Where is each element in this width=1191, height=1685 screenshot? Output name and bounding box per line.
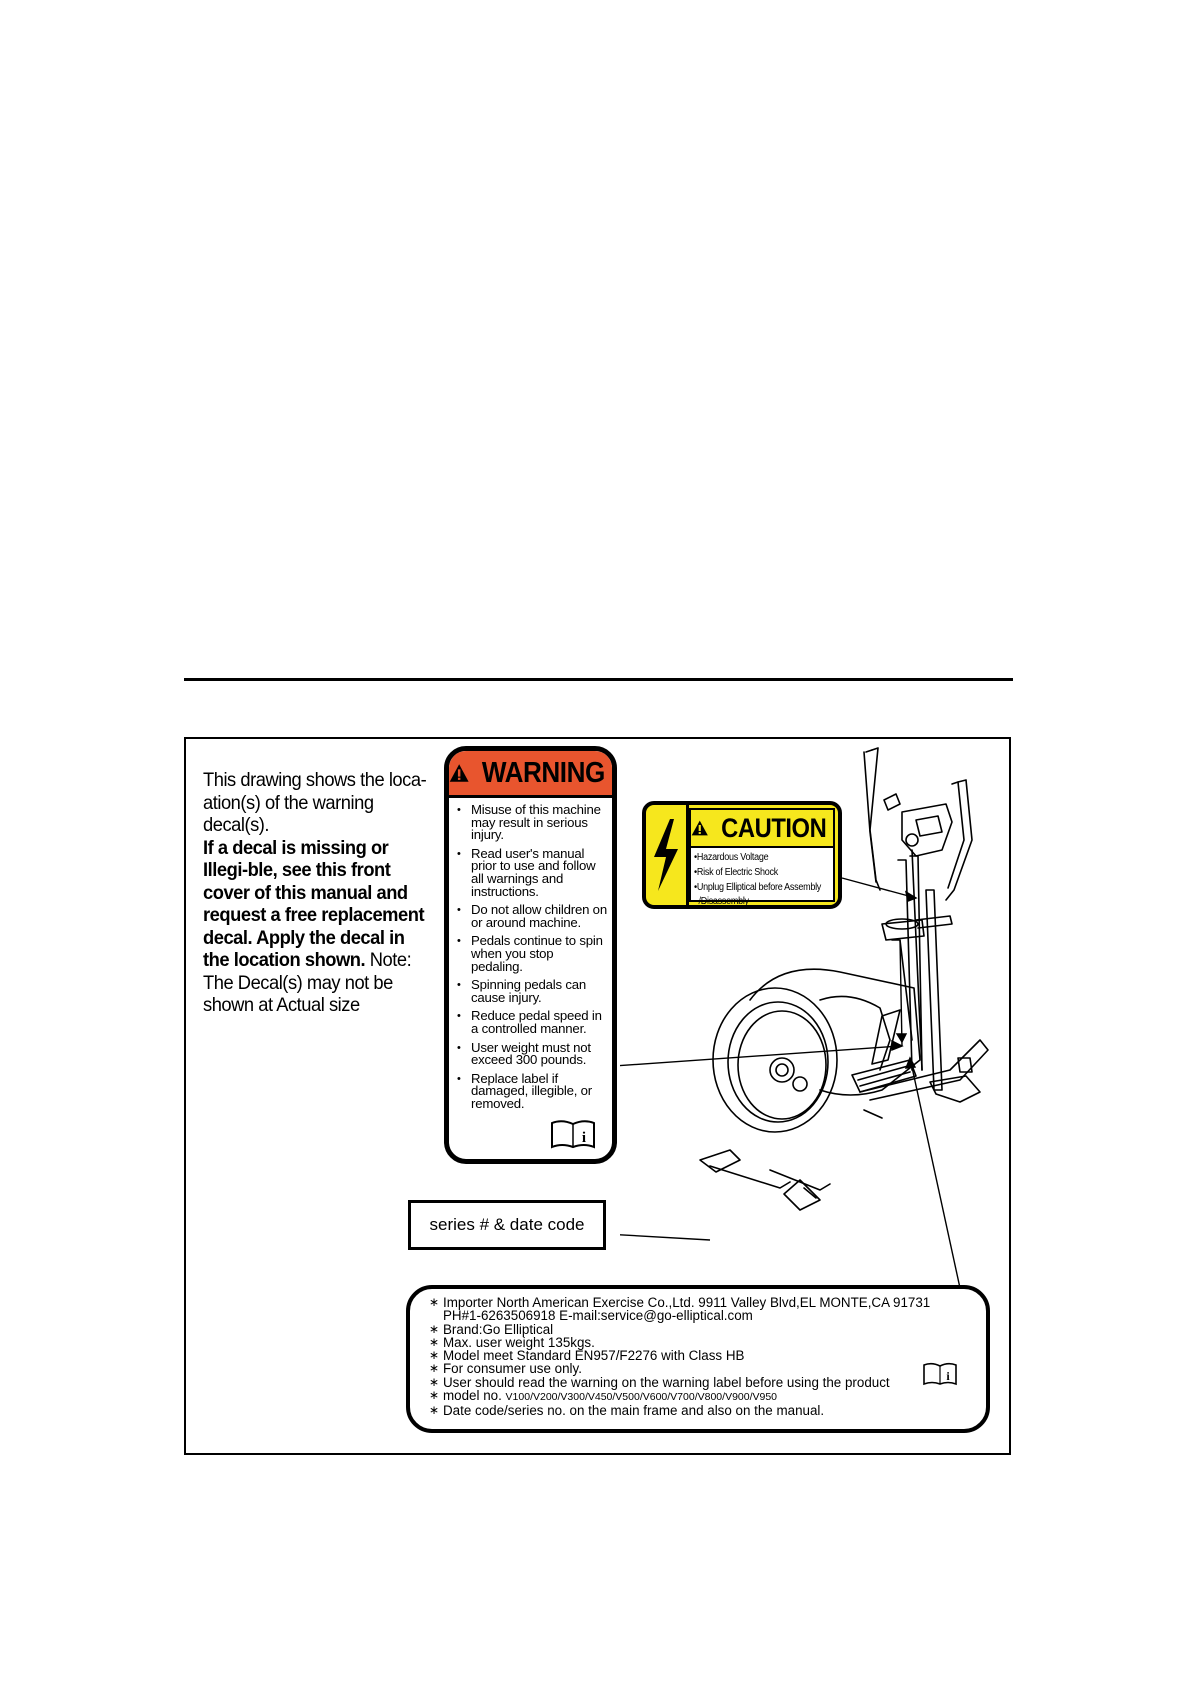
manual-info-icon xyxy=(922,1362,958,1386)
svg-text:i: i xyxy=(581,1130,587,1146)
caution-item: •Unplug Elliptical before Assembly xyxy=(694,882,822,893)
manual-info-icon xyxy=(550,1119,596,1149)
importer-line: ∗ Max. user weight 135kgs. xyxy=(430,1336,986,1349)
caution-item: •Risk of Electric Shock xyxy=(694,867,778,878)
intro-text xyxy=(203,769,429,1017)
importer-line: ∗ For consumer use only. xyxy=(430,1362,986,1375)
intro-line-2: ation(s) of the warning decal(s). xyxy=(203,791,374,836)
warning-item: • Pedals continue to spin when you stop pedaling. xyxy=(457,935,608,973)
caution-item: /Disassembly xyxy=(698,896,749,907)
importer-line: ∗ User should read the warning on the warning label before using the product xyxy=(430,1376,986,1389)
model-no-label: model no. xyxy=(443,1388,502,1404)
warning-item: • Do not allow children on or around machine. xyxy=(457,904,608,929)
warning-list xyxy=(449,798,612,1110)
intro-bold-instructions: If a decal is missing or Illegi-ble, see this front cover of this manual and request a free replacement decal. Apply the decal in the location shown. xyxy=(203,836,425,971)
intro-line-1: This drawing shows the loca- xyxy=(203,769,427,791)
importer-line: ∗ Importer North American Exercise Co.,Ltd. 9911 Valley Blvd,EL MONTE,CA 91731 xyxy=(430,1296,986,1309)
importer-line: ∗ Model meet Standard EN957/F2276 with Class HB xyxy=(430,1349,986,1362)
warning-item: • Misuse of this machine may result in serious injury. xyxy=(457,804,608,842)
warning-decal xyxy=(444,746,617,1164)
caution-title: CAUTION xyxy=(720,812,826,843)
svg-text:i: i xyxy=(946,1369,950,1383)
importer-line xyxy=(430,1389,986,1404)
warning-item: • Spinning pedals can cause injury. xyxy=(457,979,608,1004)
model-numbers: V100/V200/V300/V450/V500/V600/V700/V800/V900/V950 xyxy=(505,1391,778,1404)
series-date-code-label: series # & date code xyxy=(408,1200,606,1250)
warning-triangle-icon xyxy=(449,760,469,786)
elliptical-machine-drawing xyxy=(620,740,1010,1310)
warning-header xyxy=(449,751,612,798)
caution-item: •Hazardous Voltage xyxy=(694,852,769,863)
warning-item: • User weight must not exceed 300 pounds. xyxy=(457,1042,608,1067)
warning-item: • Reduce pedal speed in a controlled manner. xyxy=(457,1010,608,1035)
importer-line: ∗ Date code/series no. on the main frame and also on the manual. xyxy=(430,1404,986,1417)
intro-note: Note: The Decal(s) may not be shown at Actual size xyxy=(203,949,412,1016)
importer-line: PH#1-6263506918 E-mail:service@go-elliptical.com xyxy=(443,1308,753,1324)
warning-item: • Read user's manual prior to use and follow all warnings and instructions. xyxy=(457,848,608,898)
warning-item: • Replace label if damaged, illegible, or removed. xyxy=(457,1073,608,1111)
warning-title: WARNING xyxy=(482,756,606,789)
importer-line: ∗ Brand:Go Elliptical xyxy=(430,1323,986,1336)
section-divider xyxy=(184,678,1013,681)
